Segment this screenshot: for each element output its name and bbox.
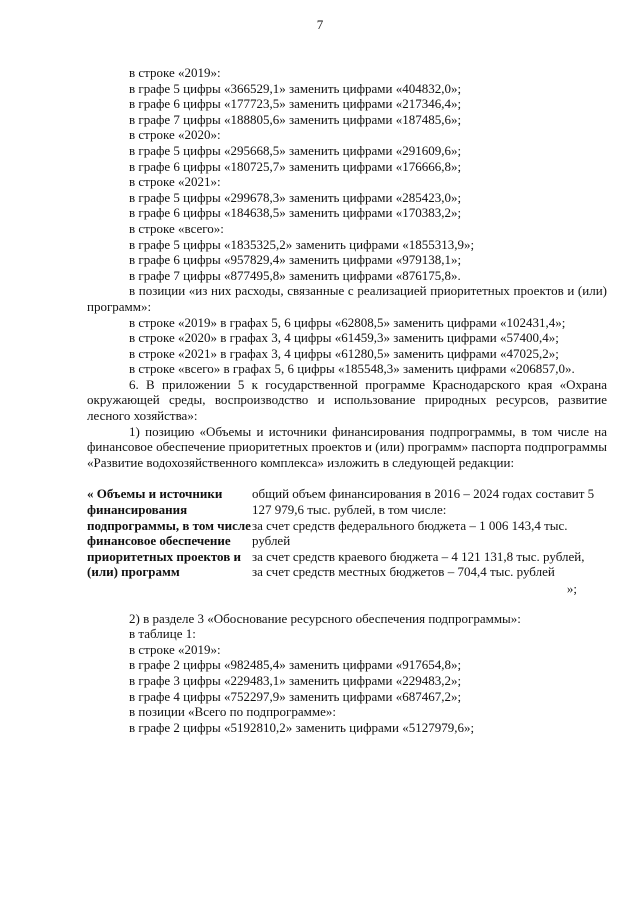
text-line: в строке «2019»: [129,641,221,657]
text-line: в графе 4 цифры «752297,9» заменить цифрами «687467,2»; [129,688,462,704]
text-line: в таблице 1: [129,626,196,642]
text-line: в строке «2019»: [129,65,221,80]
passport-value-line: за счет средств федерального бюджета – 1 006 143,4 тыс. рублей [252,517,568,549]
text-line: в графе 7 цифры «877495,8» заменить цифрами «876175,8». [129,267,461,283]
text-line: в графе 6 цифры «177723,5» заменить цифрами «217346,4»; [129,96,462,112]
text-paragraph: в строке «2020» в графах 3, 4 цифры «61459,3» заменить цифрами «57400,4»; [129,330,559,346]
amendments-block-3 [87,611,607,736]
text-paragraph: 1) позицию «Объемы и источники финансирования подпрограммы, в том числе на финансовое обеспечение приоритетных проектов и (или) программ» паспорта подпрограммы «Развитие водохозяйственного комплекса» изложить в следующей редакции: [87,423,607,470]
text-line: в графе 2 цифры «5192810,2» заменить цифрами «5127979,6»; [129,719,475,735]
text-line: в графе 5 цифры «1835325,2» заменить цифрами «1855313,9»; [129,236,475,252]
text-paragraph: в строке «2019» в графах 5, 6 цифры «62808,5» заменить цифрами «102431,4»; [129,314,566,330]
page-number: 7 [316,17,324,32]
passport-value-line: общий объем финансирования в 2016 – 2024 годах составит 5 127 979,6 тыс. рублей, в том числе: [252,486,595,518]
text-paragraph: 6. В приложении 5 к государственной программе Краснодарского края «Охрана окружающей среды, воспроизводство и использование природных ресурсов, развитие лесного хозяйства»: [87,376,607,424]
text-line: в графе 6 цифры «184638,5» заменить цифрами «170383,2»; [129,205,462,221]
passport-closing-quote: »; [566,581,577,596]
text-line: в строке «всего»: [129,220,224,236]
text-line: в графе 6 цифры «180725,7» заменить цифрами «176666,8»; [129,158,462,174]
amendments-block-2 [87,283,607,470]
passport-value-line: за счет средств местных бюджетов – 704,4 тыс. рублей [252,564,555,580]
text-line: в графе 5 цифры «366529,1» заменить цифрами «404832,0»; [129,80,462,96]
text-line: в графе 5 цифры «299678,3» заменить цифрами «285423,0»; [129,189,462,205]
text-line: в строке «2020»: [129,127,221,143]
text-line: в графе 2 цифры «982485,4» заменить цифрами «917654,8»; [129,657,462,673]
text-line: в позиции «Всего по подпрограмме»: [129,704,336,720]
text-paragraph: в позиции «из них расходы, связанные с реализацией приоритетных проектов и (или) программ»: [87,283,607,314]
passport-value [252,486,607,580]
passport-value-line: за счет средств краевого бюджета – 4 121 131,8 тыс. рублей, [252,548,585,564]
text-line: в графе 3 цифры «229483,1» заменить цифрами «229483,2»; [129,672,462,688]
text-line: 2) в разделе 3 «Обоснование ресурсного обеспечения подпрограммы»: [129,610,521,626]
text-line: в графе 6 цифры «957829,4» заменить цифрами «979138,1»; [129,252,462,268]
text-line: в графе 5 цифры «295668,5» заменить цифрами «291609,6»; [129,142,462,158]
text-paragraph: в строке «2021» в графах 3, 4 цифры «61280,5» заменить цифрами «47025,2»; [129,345,559,361]
text-line: в графе 7 цифры «188805,6» заменить цифрами «187485,6»; [129,111,462,127]
text-paragraph: в строке «всего» в графах 5, 6 цифры «185548,3» заменить цифрами «206857,0». [129,361,575,377]
passport-table [87,486,607,580]
passport-label: « Объемы и источники финансирования подпрограммы, в том числе финансовое обеспечение приоритетных проектов и (или) программ [87,486,251,580]
text-line: в строке «2021»: [129,174,221,190]
amendments-block-1 [87,65,607,283]
document-body [87,65,607,735]
